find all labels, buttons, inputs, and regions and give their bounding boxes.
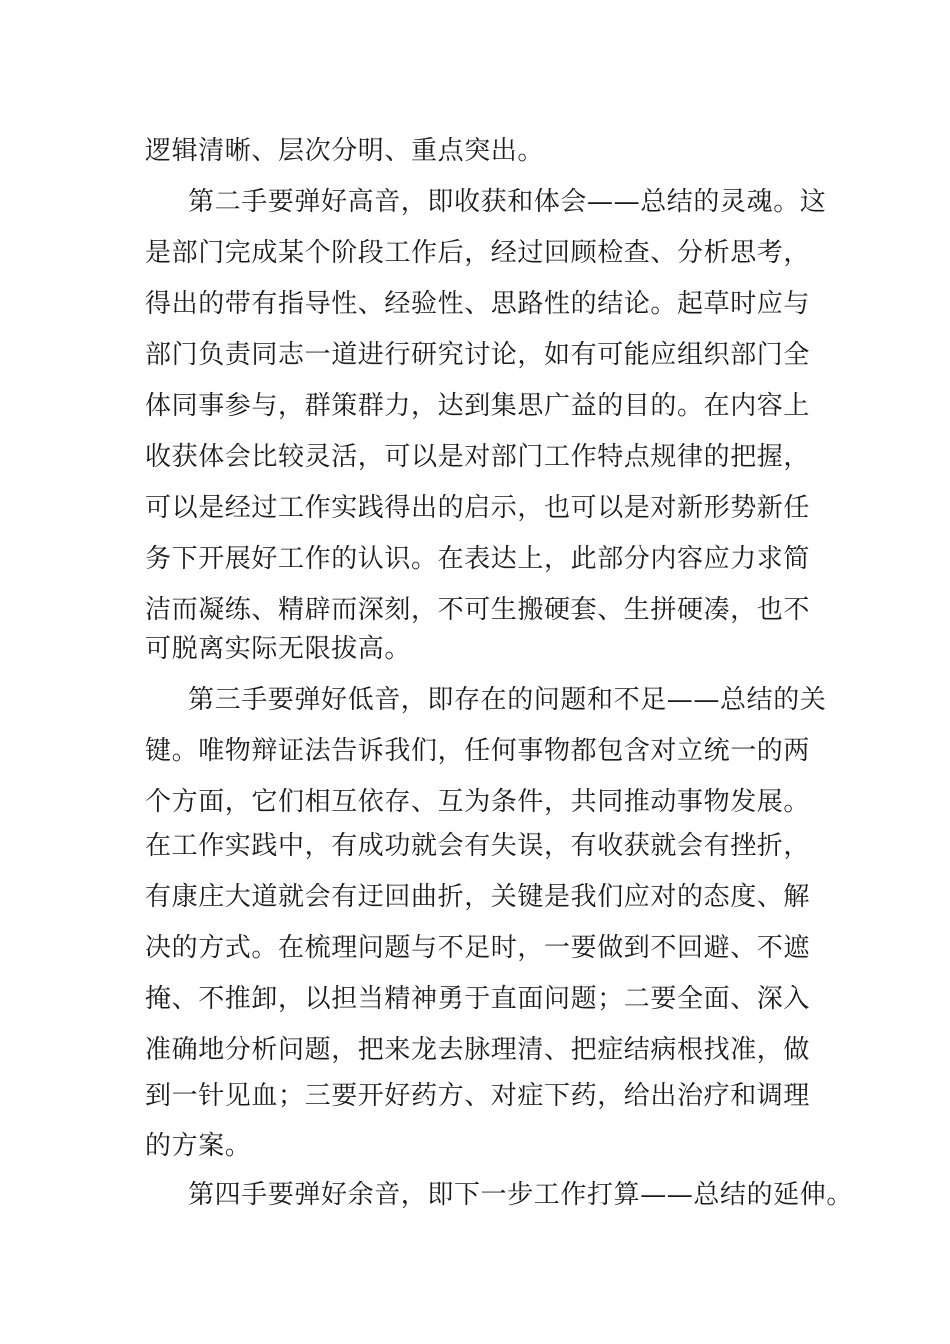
text-line: 的方案。 [145, 1131, 252, 1161]
text-line: 个方面，它们相互依存、互为条件，共同推动事物发展。 [145, 787, 811, 817]
text-line: 掩、不推卸，以担当精神勇于直面问题；二要全面、深入 [145, 984, 811, 1014]
text-line: 收获体会比较灵活，可以是对部门工作特点规律的把握， [145, 442, 811, 472]
text-line: 在工作实践中，有成功就会有失误，有收获就会有挫折， [145, 831, 811, 861]
text-line: 决的方式。在梳理问题与不足时，一要做到不回避、不遮 [145, 933, 811, 963]
paragraph-start-line: 第三手要弹好低音，即存在的问题和不足——总结的关 [188, 685, 827, 715]
text-line: 是部门完成某个阶段工作后，经过回顾检查、分析思考， [145, 238, 811, 268]
text-line: 键。唯物辩证法告诉我们，任何事物都包含对立统一的两 [145, 736, 811, 766]
text-line: 得出的带有指导性、经验性、思路性的结论。起草时应与 [145, 289, 811, 319]
text-line: 准确地分析问题，把来龙去脉理清、把症结病根找准，做 [145, 1035, 811, 1065]
text-line: 体同事参与，群策群力，达到集思广益的目的。在内容上 [145, 391, 811, 421]
paragraph-start-line: 第二手要弹好高音，即收获和体会——总结的灵魂。这 [188, 187, 827, 217]
text-line: 洁而凝练、精辟而深刻，不可生搬硬套、生拼硬凑，也不 [145, 595, 811, 625]
text-line: 可脱离实际无限拔高。 [145, 634, 412, 664]
text-line: 务下开展好工作的认识。在表达上，此部分内容应力求简 [145, 544, 811, 574]
text-line: 部门负责同志一道进行研究讨论，如有可能应组织部门全 [145, 340, 811, 370]
text-line: 可以是经过工作实践得出的启示，也可以是对新形势新任 [145, 493, 811, 523]
paragraph-start-line: 第四手要弹好余音，即下一步工作打算——总结的延伸。 [188, 1180, 854, 1210]
text-line: 有康庄大道就会有迂回曲折，关键是我们应对的态度、解 [145, 882, 811, 912]
text-line: 到一针见血；三要开好药方、对症下药，给出治疗和调理 [145, 1081, 811, 1111]
text-line: 逻辑清晰、层次分明、重点突出。 [145, 136, 545, 166]
